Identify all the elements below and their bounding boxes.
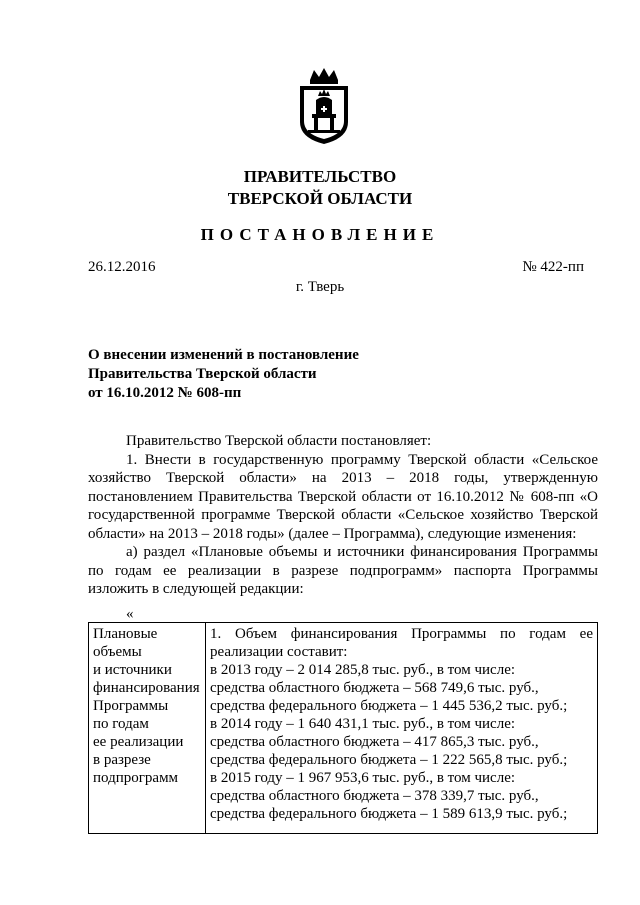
label-line: по годам (93, 716, 149, 732)
value-line: средства федерального бюджета – 1 589 613,9 тыс. руб.; (210, 806, 568, 822)
label-line: и источники (93, 662, 172, 678)
subject-line1: О внесении изменений в постановление (88, 347, 359, 363)
table-row (89, 623, 598, 834)
label-line: Плановые (93, 626, 158, 642)
document-city: г. Тверь (295, 279, 345, 295)
document-subject (88, 346, 408, 403)
label-line: Программы (93, 698, 169, 714)
value-line: в 2014 году – 1 640 431,1 тыс. руб., в том числе: (210, 716, 516, 732)
label-line: подпрограмм (93, 770, 179, 786)
value-line: средства федерального бюджета – 1 445 536,2 тыс. руб.; (210, 698, 568, 714)
value-line: средства областного бюджета – 417 865,3 тыс. руб., (210, 734, 539, 750)
label-line: финансирования (93, 680, 200, 696)
value-line: средства федерального бюджета – 1 222 565,8 тыс. руб.; (210, 752, 568, 768)
government-name-line1: ПРАВИТЕЛЬСТВО (243, 167, 397, 186)
opening-quote: « (126, 606, 134, 622)
value-line: средства областного бюджета – 378 339,7 тыс. руб., (210, 788, 539, 804)
financing-values-cell (206, 623, 598, 834)
tver-coat-of-arms-icon (296, 66, 352, 146)
government-name-line2: ТВЕРСКОЙ ОБЛАСТИ (227, 189, 413, 208)
value-line: в 2013 году – 2 014 285,8 тыс. руб., в том числе: (210, 662, 516, 678)
financing-table (88, 622, 598, 834)
subject-line2: Правительства Тверской области (88, 366, 317, 382)
value-line: в 2015 году – 1 967 953,6 тыс. руб., в том числе: (210, 770, 516, 786)
financing-label-cell (89, 623, 206, 834)
label-line: объемы (93, 644, 142, 660)
document-body (88, 432, 598, 599)
value-line: 1. Объем финансирования Программы по годам ее реализации составит: (210, 626, 593, 660)
government-name (0, 166, 640, 210)
body-intro: Правительство Тверской области постановляет: (126, 433, 432, 449)
label-line: в разрезе (93, 752, 151, 768)
body-sub-a: а) раздел «Плановые объемы и источники финансирования Программы по годам ее реализации в разрезе подпрограмм» паспорта Программы изложить в следующей редакции: (88, 544, 598, 597)
document-number: № 422-пп (522, 259, 584, 275)
label-line: ее реализации (93, 734, 184, 750)
value-line: средства областного бюджета – 568 749,6 тыс. руб., (210, 680, 539, 696)
subject-line3: от 16.10.2012 № 608-пп (88, 385, 242, 401)
document-date: 26.12.2016 (88, 259, 156, 275)
document-type: ПОСТАНОВЛЕНИЕ (200, 225, 440, 244)
body-item1: 1. Внести в государственную программу Тверской области «Сельское хозяйство Тверской области» на 2013 – 2018 годы, утвержденную постановлением Правительства Тверской области от 16.10.2012 № 608-пп «О государственной программе Тверской области «Сельское хозяйство Тверской области» на 2013 – 2018 годы» (далее – Программа), следующие изменения: (88, 451, 598, 542)
